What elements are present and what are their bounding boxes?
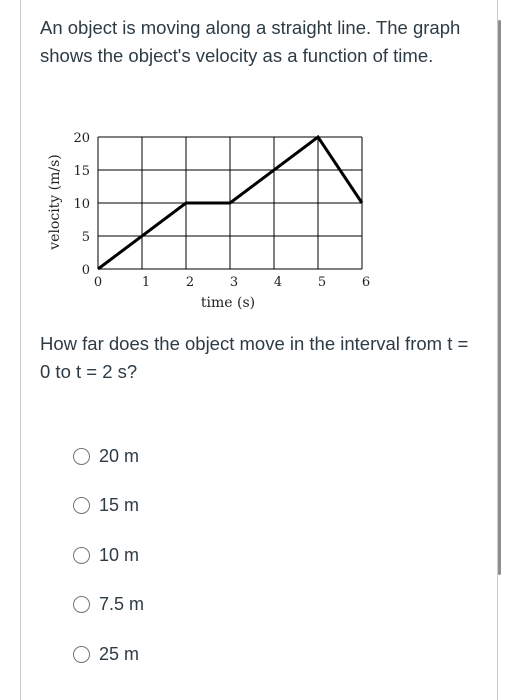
x-tick-label: 3: [229, 275, 239, 290]
x-tick-label: 2: [185, 275, 195, 290]
radio-button[interactable]: [73, 596, 90, 613]
prompt-text-1: How far does the object move in the interval from: [40, 333, 448, 354]
x-tick-label: 1: [141, 275, 151, 290]
answer-label: 20 m: [99, 445, 140, 466]
scrollbar[interactable]: [498, 20, 501, 575]
x-tick-label: 0: [93, 275, 103, 290]
radio-button[interactable]: [73, 547, 90, 564]
prompt-text-3: = 2 s?: [81, 361, 138, 382]
answer-option[interactable]: [73, 640, 144, 668]
x-tick-label: 4: [273, 275, 283, 290]
radio-button[interactable]: [73, 448, 90, 465]
y-axis-label: velocity (m/s): [47, 154, 63, 250]
y-tick-label: 15: [73, 164, 90, 179]
chart-ticks: [73, 131, 370, 290]
x-axis-label: time (s): [200, 295, 256, 311]
x-tick-label: 5: [317, 275, 327, 290]
answer-label: 15 m: [99, 495, 140, 515]
answer-label: 25 m: [99, 643, 140, 664]
answer-option[interactable]: [73, 541, 144, 569]
answer-option[interactable]: [73, 442, 144, 470]
question-text: An object is moving along a straight line. The graph shows the object's velocity as a function of time.: [40, 17, 461, 66]
y-tick-label: 20: [73, 131, 90, 146]
y-tick-label: 0: [81, 263, 90, 278]
answer-label: 10 m: [99, 544, 140, 565]
answer-label: 7.5 m: [99, 594, 145, 614]
prompt-text-2: = 0 to: [40, 333, 469, 382]
answer-option[interactable]: [73, 591, 144, 619]
prompt-variable-t: t: [447, 333, 453, 354]
answer-option[interactable]: [73, 492, 144, 520]
answer-options: [73, 442, 144, 690]
question-prompt: [40, 330, 480, 386]
prompt-variable-t: t: [76, 361, 82, 382]
radio-button[interactable]: [73, 646, 90, 663]
radio-button[interactable]: [73, 497, 90, 514]
x-tick-label: 6: [361, 275, 371, 290]
velocity-time-graph: [40, 124, 380, 320]
y-tick-label: 5: [81, 230, 90, 245]
y-tick-label: 10: [73, 197, 90, 212]
